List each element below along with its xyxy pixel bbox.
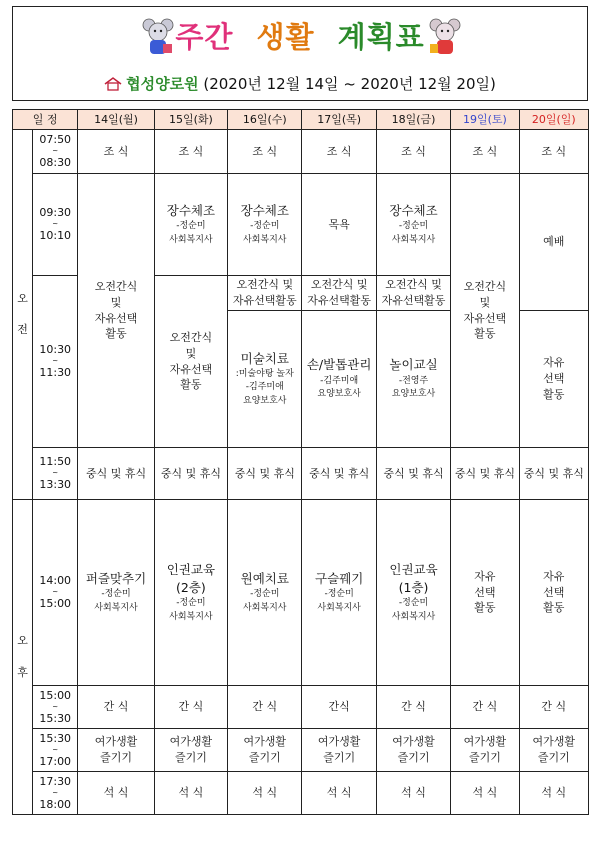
cell-dinner: 석 식	[228, 772, 302, 815]
cell-breakfast: 조 식	[519, 130, 588, 174]
cell-activity: 손/발톱관리 -김주미애 요양보호사	[302, 311, 376, 448]
cell-activity: 구슬꿰기 -정순미 사회복지사	[302, 500, 376, 686]
day-header: 16일(수)	[228, 110, 302, 130]
cell-activity: 자유 선택 활동	[451, 500, 519, 686]
cell-activity: 미술치료 :미술야탕 놀자 -김주미애 요양보호사	[228, 311, 302, 448]
title-word: 계획표	[337, 20, 425, 54]
cell-activity: 오전간식 및 자유선택 활동	[78, 174, 154, 448]
cell-lunch: 중식 및 휴식	[154, 448, 227, 500]
cell-activity: 인권교육 (2층) -정순미 사회복지사	[154, 500, 227, 686]
cell-activity: 놀이교실 -전영주 요양보호사	[376, 311, 450, 448]
cell-breakfast: 조 식	[302, 130, 376, 174]
day-header-sunday: 20일(일)	[519, 110, 588, 130]
cell-breakfast: 조 식	[78, 130, 154, 174]
day-header: 18일(금)	[376, 110, 450, 130]
cell-activity: 오전간식 및 자유선택 활동	[451, 174, 519, 448]
cell-dinner: 석 식	[519, 772, 588, 815]
cell-activity: 자유 선택 활동	[519, 500, 588, 686]
cell-activity: 퍼즐맞추기 -정순미 사회복지사	[78, 500, 154, 686]
time-slot: 10:30 ~ 11:30	[33, 276, 78, 448]
cell-lunch: 중식 및 휴식	[302, 448, 376, 500]
header-box	[12, 6, 588, 101]
table-row	[13, 130, 589, 174]
cell-dinner: 석 식	[451, 772, 519, 815]
cell-snack-free: 오전간식 및 자유선택활동	[228, 276, 302, 311]
cell-activity: 장수체조 -정순미 사회복지사	[154, 174, 227, 276]
cell-worship: 예배	[519, 174, 588, 311]
period-pm: 오 후	[13, 500, 33, 815]
cell-snack: 간 식	[376, 686, 450, 729]
time-slot: 14:00 ~ 15:00	[33, 500, 78, 686]
table-row	[13, 174, 589, 276]
cell-leisure: 여가생활 즐기기	[78, 729, 154, 772]
table-row	[13, 500, 589, 686]
table-row	[13, 729, 589, 772]
cell-lunch: 중식 및 휴식	[78, 448, 154, 500]
cell-activity: 인권교육 (1층) -정순미 사회복지사	[376, 500, 450, 686]
schedule-table	[12, 109, 589, 815]
cell-activity: 목욕	[302, 174, 376, 276]
cell-activity: 오전간식 및 자유선택 활동	[154, 276, 227, 448]
cell-breakfast: 조 식	[451, 130, 519, 174]
day-header: 14일(월)	[78, 110, 154, 130]
cell-snack: 간 식	[78, 686, 154, 729]
cell-dinner: 석 식	[376, 772, 450, 815]
cell-leisure: 여가생활 즐기기	[451, 729, 519, 772]
page-title	[13, 15, 587, 56]
cell-lunch: 중식 및 휴식	[376, 448, 450, 500]
cell-leisure: 여가생활 즐기기	[519, 729, 588, 772]
time-slot: 11:50 ~ 13:30	[33, 448, 78, 500]
cell-snack: 간 식	[154, 686, 227, 729]
cell-snack: 간 식	[451, 686, 519, 729]
cell-breakfast: 조 식	[154, 130, 227, 174]
time-slot: 15:30 ~ 17:00	[33, 729, 78, 772]
day-header: 15일(화)	[154, 110, 227, 130]
cell-leisure: 여가생활 즐기기	[228, 729, 302, 772]
time-slot: 07:50 ~ 08:30	[33, 130, 78, 174]
cell-lunch: 중식 및 휴식	[451, 448, 519, 500]
cell-lunch: 중식 및 휴식	[519, 448, 588, 500]
title-word: 주간	[175, 20, 234, 54]
header-label: 일 정	[13, 110, 78, 130]
cell-snack-free: 오전간식 및 자유선택활동	[376, 276, 450, 311]
period-am: 오 전	[13, 130, 33, 500]
cell-snack: 간식	[302, 686, 376, 729]
cell-activity: 자유 선택 활동	[519, 311, 588, 448]
cell-dinner: 석 식	[78, 772, 154, 815]
cell-dinner: 석 식	[302, 772, 376, 815]
table-header-row	[13, 110, 589, 130]
cell-dinner: 석 식	[154, 772, 227, 815]
cell-snack-free: 오전간식 및 자유선택활동	[302, 276, 376, 311]
cell-activity: 장수체조 -정순미 사회복지사	[228, 174, 302, 276]
org-name: 협성양로원	[126, 75, 199, 93]
table-row	[13, 772, 589, 815]
day-header: 17일(목)	[302, 110, 376, 130]
cell-snack: 간 식	[228, 686, 302, 729]
date-range: (2020년 12월 14일 ~ 2020년 12월 20일)	[203, 75, 496, 93]
cell-snack: 간 식	[519, 686, 588, 729]
cell-leisure: 여가생활 즐기기	[376, 729, 450, 772]
day-header-saturday: 19일(토)	[451, 110, 519, 130]
title-word: 생활	[256, 20, 315, 54]
cell-activity: 장수체조 -정순미 사회복지사	[376, 174, 450, 276]
cell-leisure: 여가생활 즐기기	[154, 729, 227, 772]
cell-lunch: 중식 및 휴식	[228, 448, 302, 500]
time-slot: 15:00 ~ 15:30	[33, 686, 78, 729]
cell-breakfast: 조 식	[228, 130, 302, 174]
subtitle	[13, 73, 587, 94]
table-row	[13, 686, 589, 729]
time-slot: 09:30 ~ 10:10	[33, 174, 78, 276]
house-icon	[104, 77, 122, 91]
cell-activity: 원예치료 -정순미 사회복지사	[228, 500, 302, 686]
cell-breakfast: 조 식	[376, 130, 450, 174]
cell-leisure: 여가생활 즐기기	[302, 729, 376, 772]
time-slot: 17:30 ~ 18:00	[33, 772, 78, 815]
table-row	[13, 448, 589, 500]
